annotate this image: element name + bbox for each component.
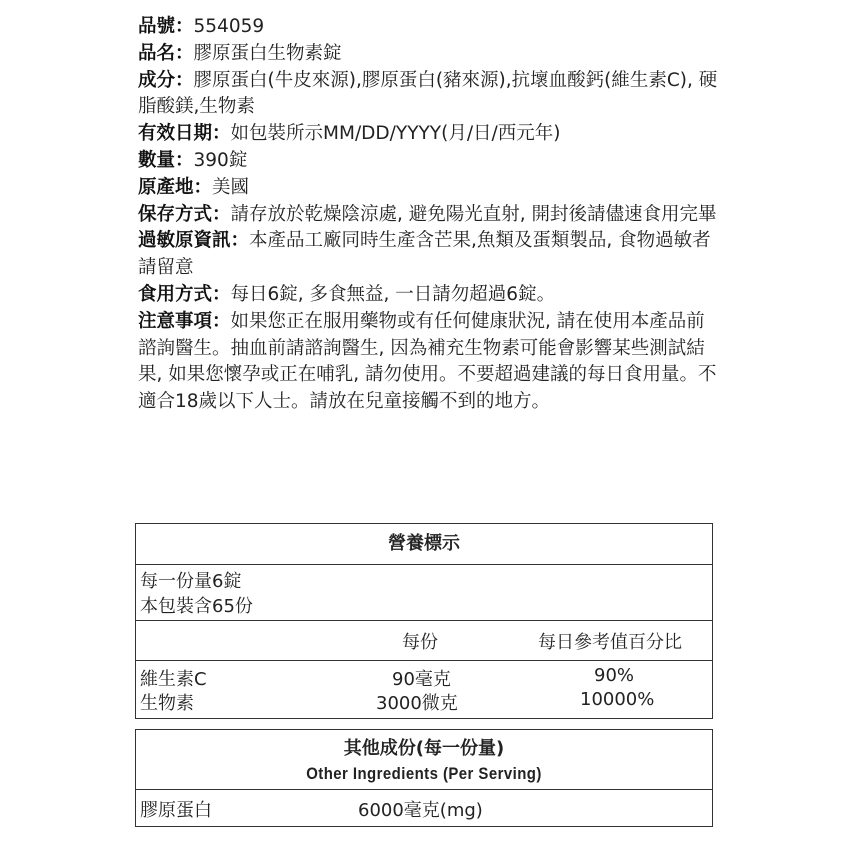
table-row [136,689,712,714]
info-label: 數量： [138,149,194,171]
other-title-zh: 其他成份(每一份量) [343,738,505,759]
info-label: 食用方式： [138,283,231,305]
nutrient-dv: 10000% [580,689,655,710]
table-row [136,790,712,826]
col-per-serving: 每份 [402,632,438,653]
ingredient-amount: 6000毫克(mg) [358,800,483,821]
nutrition-title: 營養標示 [388,533,460,554]
info-label: 過敏原資訊： [138,230,250,252]
nutrition-values [136,660,712,718]
info-value: 膠原蛋白生物素錠 [193,42,342,64]
info-precautions [138,309,718,416]
product-info-section [138,14,718,416]
ingredient-name: 膠原蛋白 [140,800,212,821]
nutrient-amount: 3000微克 [376,693,458,714]
info-label: 成分： [138,69,194,91]
info-product-name [138,41,718,68]
other-ingredients-table [135,729,713,827]
info-ingredients [138,68,718,122]
other-ingredients-title [136,730,712,790]
info-value: 本產品工廠同時生產含芒果,魚類及蛋類製品, 食物過敏者請留意 [138,230,711,279]
info-value: 390錠 [193,149,248,171]
info-value: 如包裝所示MM/DD/YYYY(月/日/西元年) [230,123,561,145]
info-quantity [138,148,718,175]
other-title-en: Other Ingredients (Per Serving) [306,764,542,783]
info-origin [138,175,718,202]
info-label: 注意事項： [138,310,231,332]
info-expiry [138,121,718,148]
nutrient-name: 維生素C [140,669,207,690]
info-value: 如果您正在服用藥物或有任何健康狀況, 請在使用本產品前諮詢醫生。抽血前請諮詢醫生, 因為補充生物素可能會影響某些測試結果, 如果您懷孕或正在哺乳, 請勿使用。不要超過建議的每日食用量。不適合18歲以下人士。請放在兒童接觸不到的地方。 [138,310,717,413]
nutrient-name: 生物素 [140,693,194,714]
servings-per-pack: 本包裝含65份 [140,596,253,617]
info-value: 膠原蛋白(牛皮來源),膠原蛋白(豬來源),抗壞血酸鈣(維生素C), 硬脂酸鎂,生物素 [138,69,718,118]
table-row [136,665,712,690]
info-value: 554059 [193,16,265,37]
nutrition-table [135,523,713,719]
info-label: 品名： [138,42,194,64]
info-label: 保存方式： [138,203,231,225]
nutrition-serving-info [136,564,712,620]
nutrition-header-row [136,620,712,660]
info-label: 品號： [138,16,194,37]
nutrient-amount: 90毫克 [392,669,451,690]
info-value: 請存放於乾燥陰涼處, 避免陽光直射, 開封後請儘速食用完畢 [230,203,717,225]
info-storage [138,202,718,229]
info-usage [138,282,718,309]
info-label: 原產地： [138,176,213,198]
col-daily-value: 每日參考值百分比 [538,632,682,653]
serving-size: 每一份量6錠 [140,571,242,592]
info-value: 美國 [212,176,250,198]
info-value: 每日6錠, 多食無益, 一日請勿超過6錠。 [230,283,556,305]
nutrient-dv: 90% [594,665,635,686]
info-allergen [138,228,718,282]
info-product-number [138,14,718,41]
info-label: 有效日期： [138,123,231,145]
